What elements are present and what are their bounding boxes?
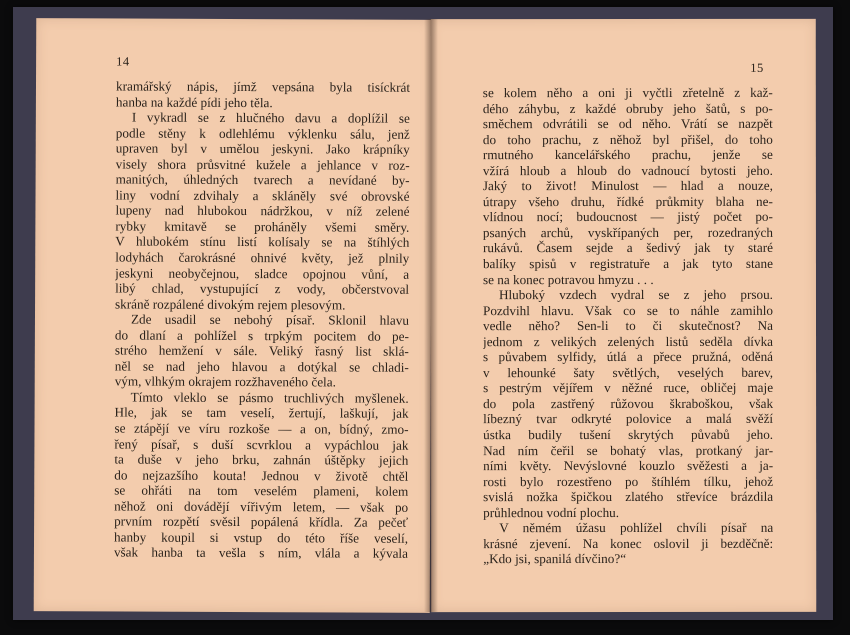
text-line: vedle něho? Sen-li to či skutečnost? Na xyxy=(483,318,774,334)
text-line: do nejzazšího kouta! Jednou v životě chtěl xyxy=(114,467,409,484)
text-line: s pestrým vějířem v něžné ruce, obličej maje xyxy=(483,380,774,396)
text-line: upraven byl v umělou jeskyni. Jako krápníky xyxy=(115,140,410,157)
text-line: lupeny nad hlubokou nádržkou, v níž zelené xyxy=(115,202,410,220)
text-line: něl se nad jeho hlavou a dotýkal se chladi- xyxy=(114,358,409,375)
text-line: průhlednou vodní plochu. xyxy=(483,504,620,520)
text-line: něhož oni dovádějí vířivým letem, — však po xyxy=(114,498,409,515)
text-line: lodyhách čarokrásné ohnivé květy, jež plnily xyxy=(115,249,410,266)
right-page-text xyxy=(483,85,773,567)
text-line: vžírá hloub a hloub do vadnoucí bytosti jeho. xyxy=(482,162,773,178)
text-line: ními květy. Nevýslovné kouzlo svěžesti a ja- xyxy=(483,457,774,474)
page-number-right: 15 xyxy=(750,60,764,75)
text-line: s půvabem sylfidy, útlá a přece pružná, oděná xyxy=(483,349,774,365)
left-page-text xyxy=(114,78,410,561)
text-line: rmutného kancelářského prachu, jenže se xyxy=(482,147,773,163)
text-line: podle stěny k odlehlému výklenku sálu, jenž xyxy=(115,125,410,142)
text-line: řený písař, s duší scvrklou a vypáchlou jak xyxy=(114,436,409,453)
text-line: rukávů. Časem sejde a šedivý jak ty staré xyxy=(482,240,773,256)
text-line: do toho prachu, z něhož byl přišel, do toho xyxy=(482,131,773,147)
text-line: visely shora průsvitné kužele a jehlance v roz- xyxy=(115,156,410,173)
text-line: skráně rozpálené divokým rejem plesovým. xyxy=(115,296,346,313)
text-line: libý chlad, vystupující z vody, občerstvoval xyxy=(115,280,410,297)
text-line: líbezný tvar odkryté polovice a malá svěží xyxy=(483,411,774,427)
text-line: však hanba ta vešla s ním, vlála a kývala xyxy=(113,544,408,562)
text-line: liny vodní zdvihaly a skláněly své obrovské xyxy=(115,187,410,204)
text-line: kramářský nápis, jímž vepsána byla tisíckrát xyxy=(115,78,411,95)
text-line: ústka budily tušení skrytých půvabů jeho. xyxy=(483,426,774,443)
text-line: Nad ním čeřil se bohatý vlas, protkaný jar- xyxy=(483,442,774,458)
text-line: prvním rozpětí svěsil popálená křídla. Za pečeť xyxy=(114,513,409,531)
text-line: V němém úžasu pohlížel chvíli písař na xyxy=(499,520,774,536)
text-line: se kolem něho a oni ji vyčtli zřetelně z kaž- xyxy=(482,84,773,101)
text-line: rybky kmitavě se proháněly všemi směry. xyxy=(115,218,410,235)
text-line: dého záhybu, z každé obruby jeho šatů, s po- xyxy=(482,100,773,116)
text-line: rosti bylo rozestřeno po štíhlém tílku, jehož xyxy=(483,473,774,489)
right-page xyxy=(431,19,817,612)
text-line: „Kdo jsi, spanilá dívčino?“ xyxy=(483,551,627,567)
text-line: Zde usadil se nebohý písař. Sklonil hlavu xyxy=(130,311,410,328)
text-line: Pozdvihl hlavu. Však co se to náhle zamihlo xyxy=(482,302,774,318)
text-line: směchem odvrátili se od něho. Vrátí se nazpět xyxy=(482,115,773,132)
page-number-left: 14 xyxy=(116,54,130,69)
text-line: Hle, jak se tam veselí, žertují, laškují, jak xyxy=(114,404,409,422)
text-line: se na konec potravou hmyzu . . . xyxy=(482,271,654,287)
text-line: Tímto vleklo se pásmo truchlivých myšlenek. xyxy=(130,389,409,406)
left-page xyxy=(34,18,433,613)
text-line: hanby koupil si vstup do této říše veselí, xyxy=(114,529,409,546)
text-line: krásné zjevení. Na konec oslovil ji bezděčně: xyxy=(483,535,774,551)
text-line: jeskyni neobyčejnou, sladce opojnou vůní, a xyxy=(115,265,410,282)
text-line: psaných archů, vyskřípaných per, rozedraných xyxy=(482,224,773,241)
text-line: svislá nožka špičkou zlatého střevíce brázdila xyxy=(483,489,774,505)
text-line: vlídnou nocí; budoucnost — jistý počet po- xyxy=(482,209,773,225)
text-line: v lehounké šaty světlých, veselých barev, xyxy=(483,364,774,380)
text-line: strého hemžení v sále. Veliký řasný list sklá- xyxy=(114,342,409,360)
text-line: hanba na každé pídi jeho těla. xyxy=(115,94,273,110)
text-line: do dlaní a pohlížel s trpkým pocitem do pe- xyxy=(114,327,409,344)
text-line: útrapy všeho druhu, řídké průkmity blaha ne- xyxy=(482,193,773,209)
text-line: vým, vlhkým okrajem rozžhaveného čela. xyxy=(114,373,336,390)
text-line: manitých, úhledných tvarech a nevídané by- xyxy=(115,171,410,189)
open-book xyxy=(13,7,833,620)
text-line: jednom z velikých zelených listů seděla dívka xyxy=(483,333,774,349)
text-line: Hluboký vzdech vydral se z jeho prsou. xyxy=(498,286,773,303)
text-line: I vykradl se z hlučného davu a doplížil se xyxy=(131,109,410,126)
text-line: Jaký to život! Minulost — hlad a nouze, xyxy=(482,178,773,194)
text-line: balíky spisů v registratuře a jak tyto stane xyxy=(482,255,773,272)
text-line: se ztápějí ve víru rozkoše — a on, bídný, zmo- xyxy=(114,420,409,437)
text-line: ta duše v jeho brku, zahnán úštěpky jejich xyxy=(114,451,409,468)
text-line: do pola zastřený růžovou škraboškou, však xyxy=(483,395,774,412)
text-line: V hlubokém stínu listí kolísaly se na štíhlých xyxy=(115,233,410,251)
text-line: se ohřáti na tom veselém plameni, kolem xyxy=(114,482,409,499)
